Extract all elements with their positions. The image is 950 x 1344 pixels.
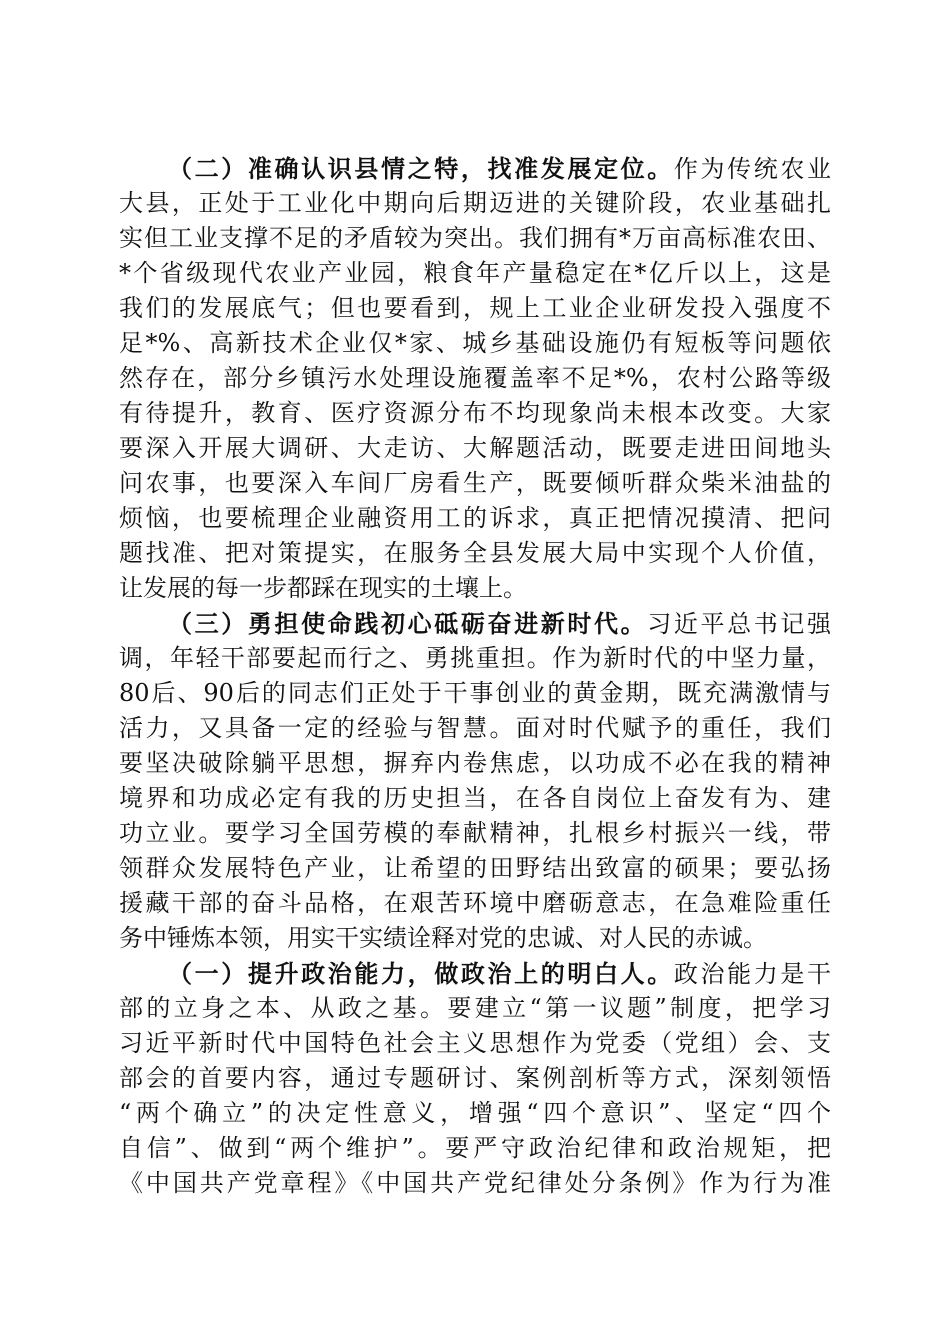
- paragraph-line: 务中锤炼本领，用实干实绩诠释对党的忠诚、对人民的赤诚。: [119, 924, 767, 952]
- paragraph-line: “两个确立”的决定性意义，增强“四个意识”、坚定“四个: [119, 1099, 831, 1127]
- paragraph-line: 境界和功成必定有我的历史担当，在各自岗位上奋发有为、建: [119, 784, 831, 812]
- paragraph-line: 要深入开展大调研、大走访、大解题活动，既要走进田间地头: [119, 434, 831, 462]
- paragraph-line: [119, 151, 831, 186]
- paragraph-text: 作为传统农业: [673, 155, 831, 183]
- document-body: [119, 151, 831, 1201]
- paragraph-line: [119, 606, 831, 641]
- paragraph-line: 调，年轻干部要起而行之、勇挑重担。作为新时代的中坚力量，: [119, 644, 831, 672]
- paragraph-text: 习近平总书记强: [647, 610, 831, 638]
- paragraph-line: 功立业。要学习全国劳模的奉献精神，扎根乡村振兴一线，带: [119, 819, 831, 847]
- paragraph-line: 实但工业支撑不足的矛盾较为突出。我们拥有*万亩高标准农田、: [119, 224, 831, 252]
- paragraph-line: 援藏干部的奋斗品格，在艰苦环境中磨砺意志，在急难险重任: [119, 889, 831, 917]
- paragraph-heading: （三）勇担使命践初心砥砺奋进新时代。: [168, 609, 648, 638]
- paragraph-line: 足*%、高新技术企业仅*家、城乡基础设施仍有短板等问题依: [119, 329, 831, 357]
- paragraph-line: 我们的发展底气；但也要看到，规上工业企业研发投入强度不: [119, 294, 831, 322]
- paragraph-line: [119, 956, 831, 991]
- paragraph-line: 烦恼，也要梳理企业融资用工的诉求，真正把情况摸清、把问: [119, 504, 831, 532]
- paragraph-line: 习近平新时代中国特色社会主义思想作为党委（党组）会、支: [119, 1029, 831, 1057]
- paragraph-line: 活力，又具备一定的经验与智慧。面对时代赋予的重任，我们: [119, 714, 831, 742]
- paragraph-heading: （二）准确认识县情之特，找准发展定位。: [168, 154, 674, 183]
- paragraph-heading: （一）提升政治能力，做政治上的明白人。: [168, 959, 674, 988]
- paragraph-line: 题找准、把对策提实，在服务全县发展大局中实现个人价值，: [119, 539, 831, 567]
- paragraph-line: 大县，正处于工业化中期向后期迈进的关键阶段，农业基础扎: [119, 189, 831, 217]
- paragraph-line: 问农事，也要深入车间厂房看生产，既要倾听群众柴米油盐的: [119, 469, 831, 497]
- paragraph-line: 领群众发展特色产业，让希望的田野结出致富的硕果；要弘扬: [119, 854, 831, 882]
- paragraph-line: 然存在，部分乡镇污水处理设施覆盖率不足*%，农村公路等级: [119, 364, 831, 392]
- paragraph-line: *个省级现代农业产业园，粮食年产量稳定在*亿斤以上，这是: [119, 259, 831, 287]
- paragraph-line: 自信”、做到“两个维护”。要严守政治纪律和政治规矩，把: [119, 1134, 831, 1162]
- paragraph-line: 有待提升，教育、医疗资源分布不均现象尚未根本改变。大家: [119, 399, 831, 427]
- paragraph-line: 让发展的每一步都踩在现实的土壤上。: [119, 574, 527, 602]
- paragraph-text: 政治能力是干: [673, 960, 831, 988]
- paragraph-line: 部的立身之本、从政之基。要建立“第一议题”制度，把学习: [119, 994, 831, 1022]
- paragraph-line: 要坚决破除躺平思想，摒弃内卷焦虑，以功成不必在我的精神: [119, 749, 831, 777]
- paragraph-line: 《中国共产党章程》《中国共产党纪律处分条例》作为行为准: [119, 1169, 831, 1197]
- paragraph-line: 80后、90后的同志们正处于干事创业的黄金期，既充满激情与: [119, 679, 831, 707]
- paragraph-line: 部会的首要内容，通过专题研讨、案例剖析等方式，深刻领悟: [119, 1064, 831, 1092]
